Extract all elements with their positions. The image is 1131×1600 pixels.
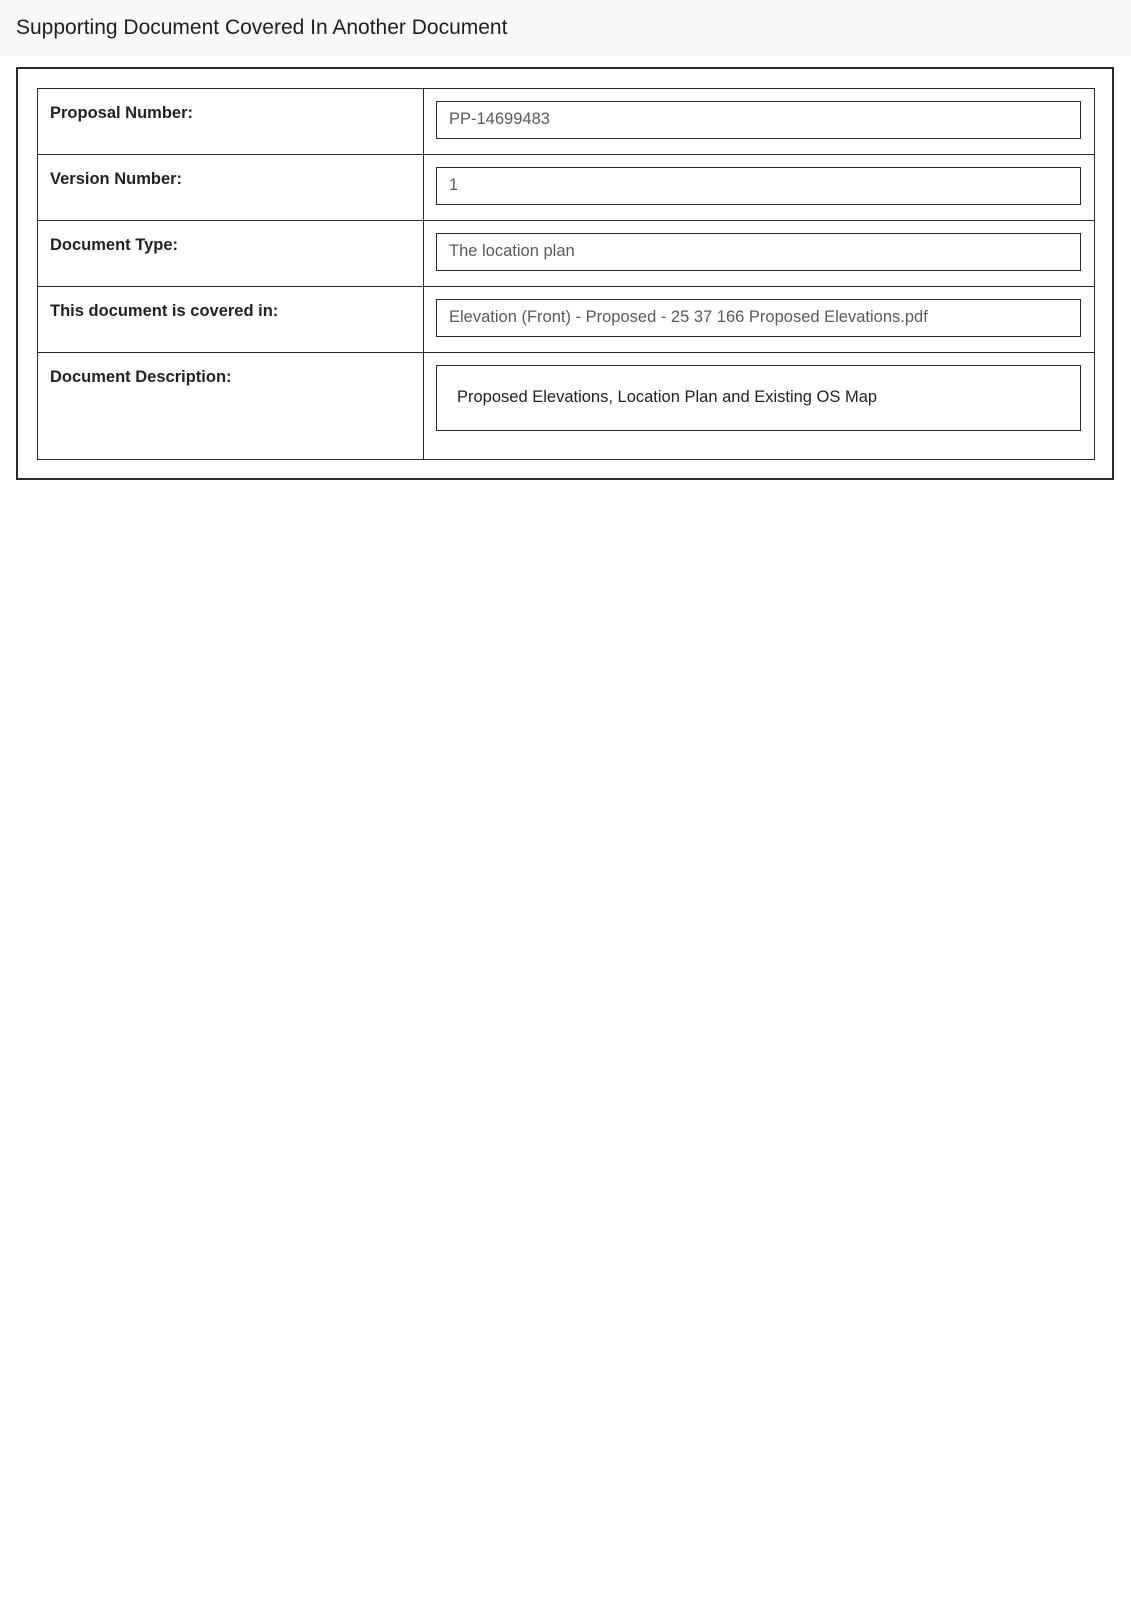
version-number-label: Version Number: [38, 155, 424, 221]
document-type-field: The location plan [436, 233, 1081, 271]
version-number-field: 1 [436, 167, 1081, 205]
proposal-number-field: PP-14699483 [436, 101, 1081, 139]
page-header [0, 0, 1131, 56]
document-type-label: Document Type: [38, 221, 424, 287]
document-description-field: Proposed Elevations, Location Plan and Existing OS Map [436, 365, 1081, 431]
proposal-number-cell [424, 89, 1095, 155]
page-title: Supporting Document Covered In Another Document [16, 16, 508, 39]
version-number-row [38, 155, 1095, 221]
document-description-label: Document Description: [38, 353, 424, 460]
covered-in-field: Elevation (Front) - Proposed - 25 37 166 Proposed Elevations.pdf [436, 299, 1081, 337]
document-description-row [38, 353, 1095, 460]
document-details-table [37, 88, 1095, 460]
document-type-cell [424, 221, 1095, 287]
document-type-row [38, 221, 1095, 287]
version-number-cell [424, 155, 1095, 221]
proposal-number-row [38, 89, 1095, 155]
document-description-cell [424, 353, 1095, 460]
proposal-number-label: Proposal Number: [38, 89, 424, 155]
covered-in-label: This document is covered in: [38, 287, 424, 353]
covered-in-cell [424, 287, 1095, 353]
covered-in-row [38, 287, 1095, 353]
